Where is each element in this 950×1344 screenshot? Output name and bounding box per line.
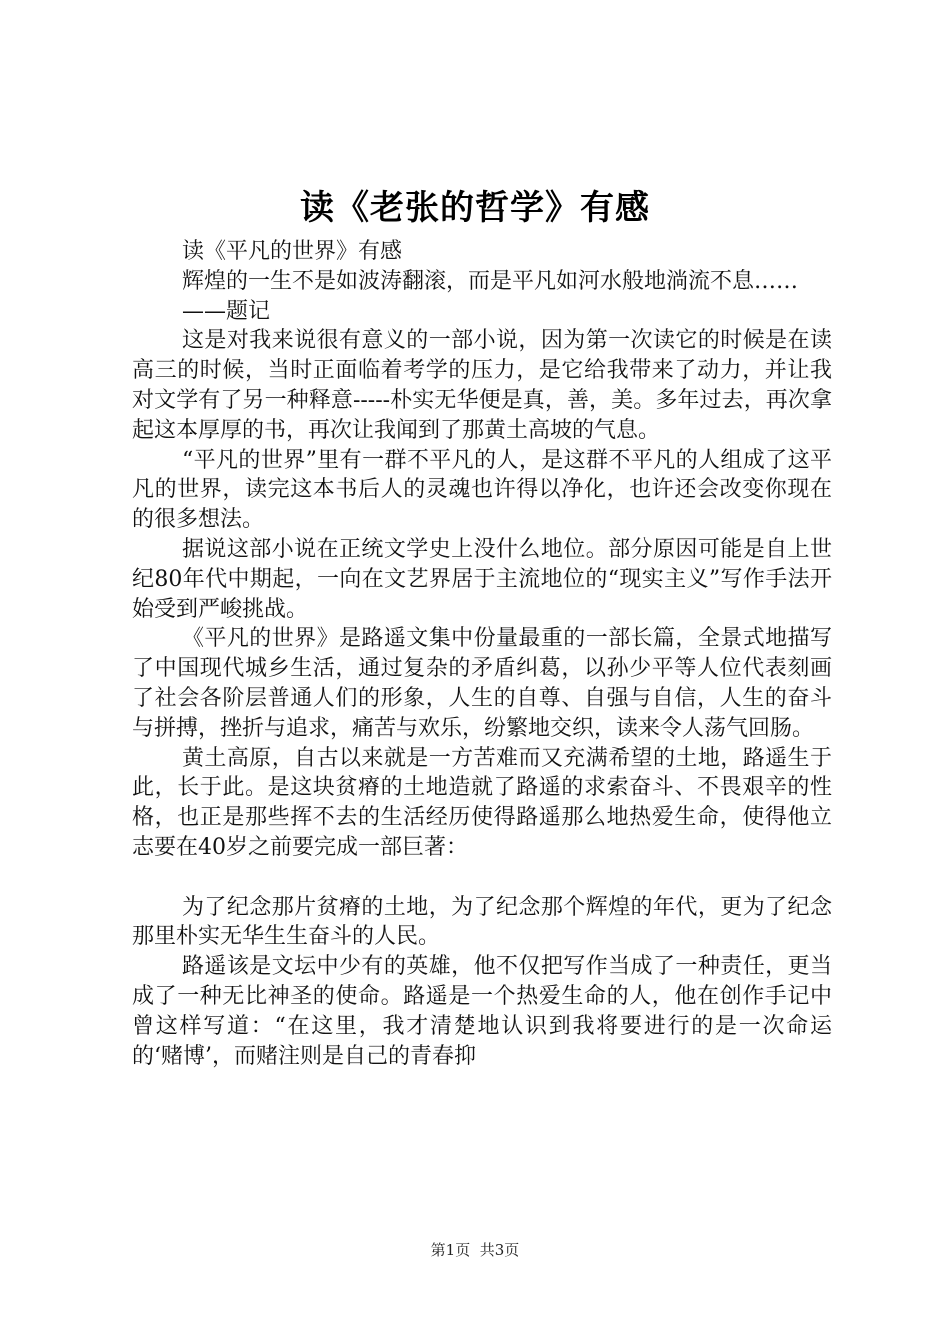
page-total: 共3页 — [479, 1241, 520, 1259]
paragraph-4: 《平凡的世界》是路遥文集中份量最重的一部长篇，全景式地描写了中国现代城乡生活，通过复杂的矛盾纠葛，以孙少平等人位代表刻画了社会各阶层普通人们的形象，人生的自尊、自强与自信，人生的奋斗与拼搏，挫折与追求，痛苦与欢乐，纷繁地交织，读来令人荡气回肠。 — [132, 626, 832, 741]
page-number: 第1页 — [430, 1241, 471, 1259]
paragraph-3: 据说这部小说在正统文学史上没什么地位。部分原因可能是自上世纪80年代中期起，一向在文艺界居于主流地位的“现实主义”写作手法开始受到严峻挑战。 — [132, 536, 832, 622]
paragraph-7: 路遥该是文坛中少有的英雄，他不仅把写作当成了一种责任，更当成了一种无比神圣的使命。路遥是一个热爱生命的人，他在创作手记中曾这样写道：“在这里，我才清楚地认识到我将要进行的是一次命运的‘赌博’，而赌注则是自己的青春抑 — [132, 954, 832, 1069]
footer-separator — [470, 1241, 480, 1259]
paragraph-5: 黄土高原，自古以来就是一方苦难而又充满希望的土地，路遥生于此，长于此。是这块贫瘠的土地造就了路遥的求索奋斗、不畏艰辛的性格，也正是那些挥不去的生活经历使得路遥那么地热爱生命，使得他立志要在40岁之前要完成一部巨著： — [132, 745, 832, 860]
paragraph-subtitle: 读《平凡的世界》有感 — [182, 239, 403, 264]
paragraph-epigraph: 辉煌的一生不是如波涛翻滚，而是平凡如河水般地淌流不息…… — [182, 268, 799, 294]
document-body — [132, 237, 832, 1071]
paragraph-2: “平凡的世界”里有一群不平凡的人，是这群不平凡的人组成了这平凡的世界，读完这本书后人的灵魂也许得以净化，也许还会改变你现在的很多想法。 — [132, 447, 832, 533]
paragraph-6: 为了纪念那片贫瘠的土地，为了纪念那个辉煌的年代，更为了纪念那里朴实无华生生奋斗的人民。 — [132, 894, 832, 950]
page-footer — [0, 1239, 950, 1261]
document-title: 读《老张的哲学》有感 — [300, 188, 650, 228]
paragraph-1: 这是对我来说很有意义的一部小说，因为第一次读它的时候是在读高三的时候，当时正面临着考学的压力，是它给我带来了动力，并让我对文学有了另一种释意-----朴实无华便是真，善，美。多年过去，再次拿起这本厚厚的书，再次让我闻到了那黄土高坡的气息。 — [132, 328, 832, 443]
paragraph-epigraph-attribution: ——题记 — [182, 298, 271, 324]
